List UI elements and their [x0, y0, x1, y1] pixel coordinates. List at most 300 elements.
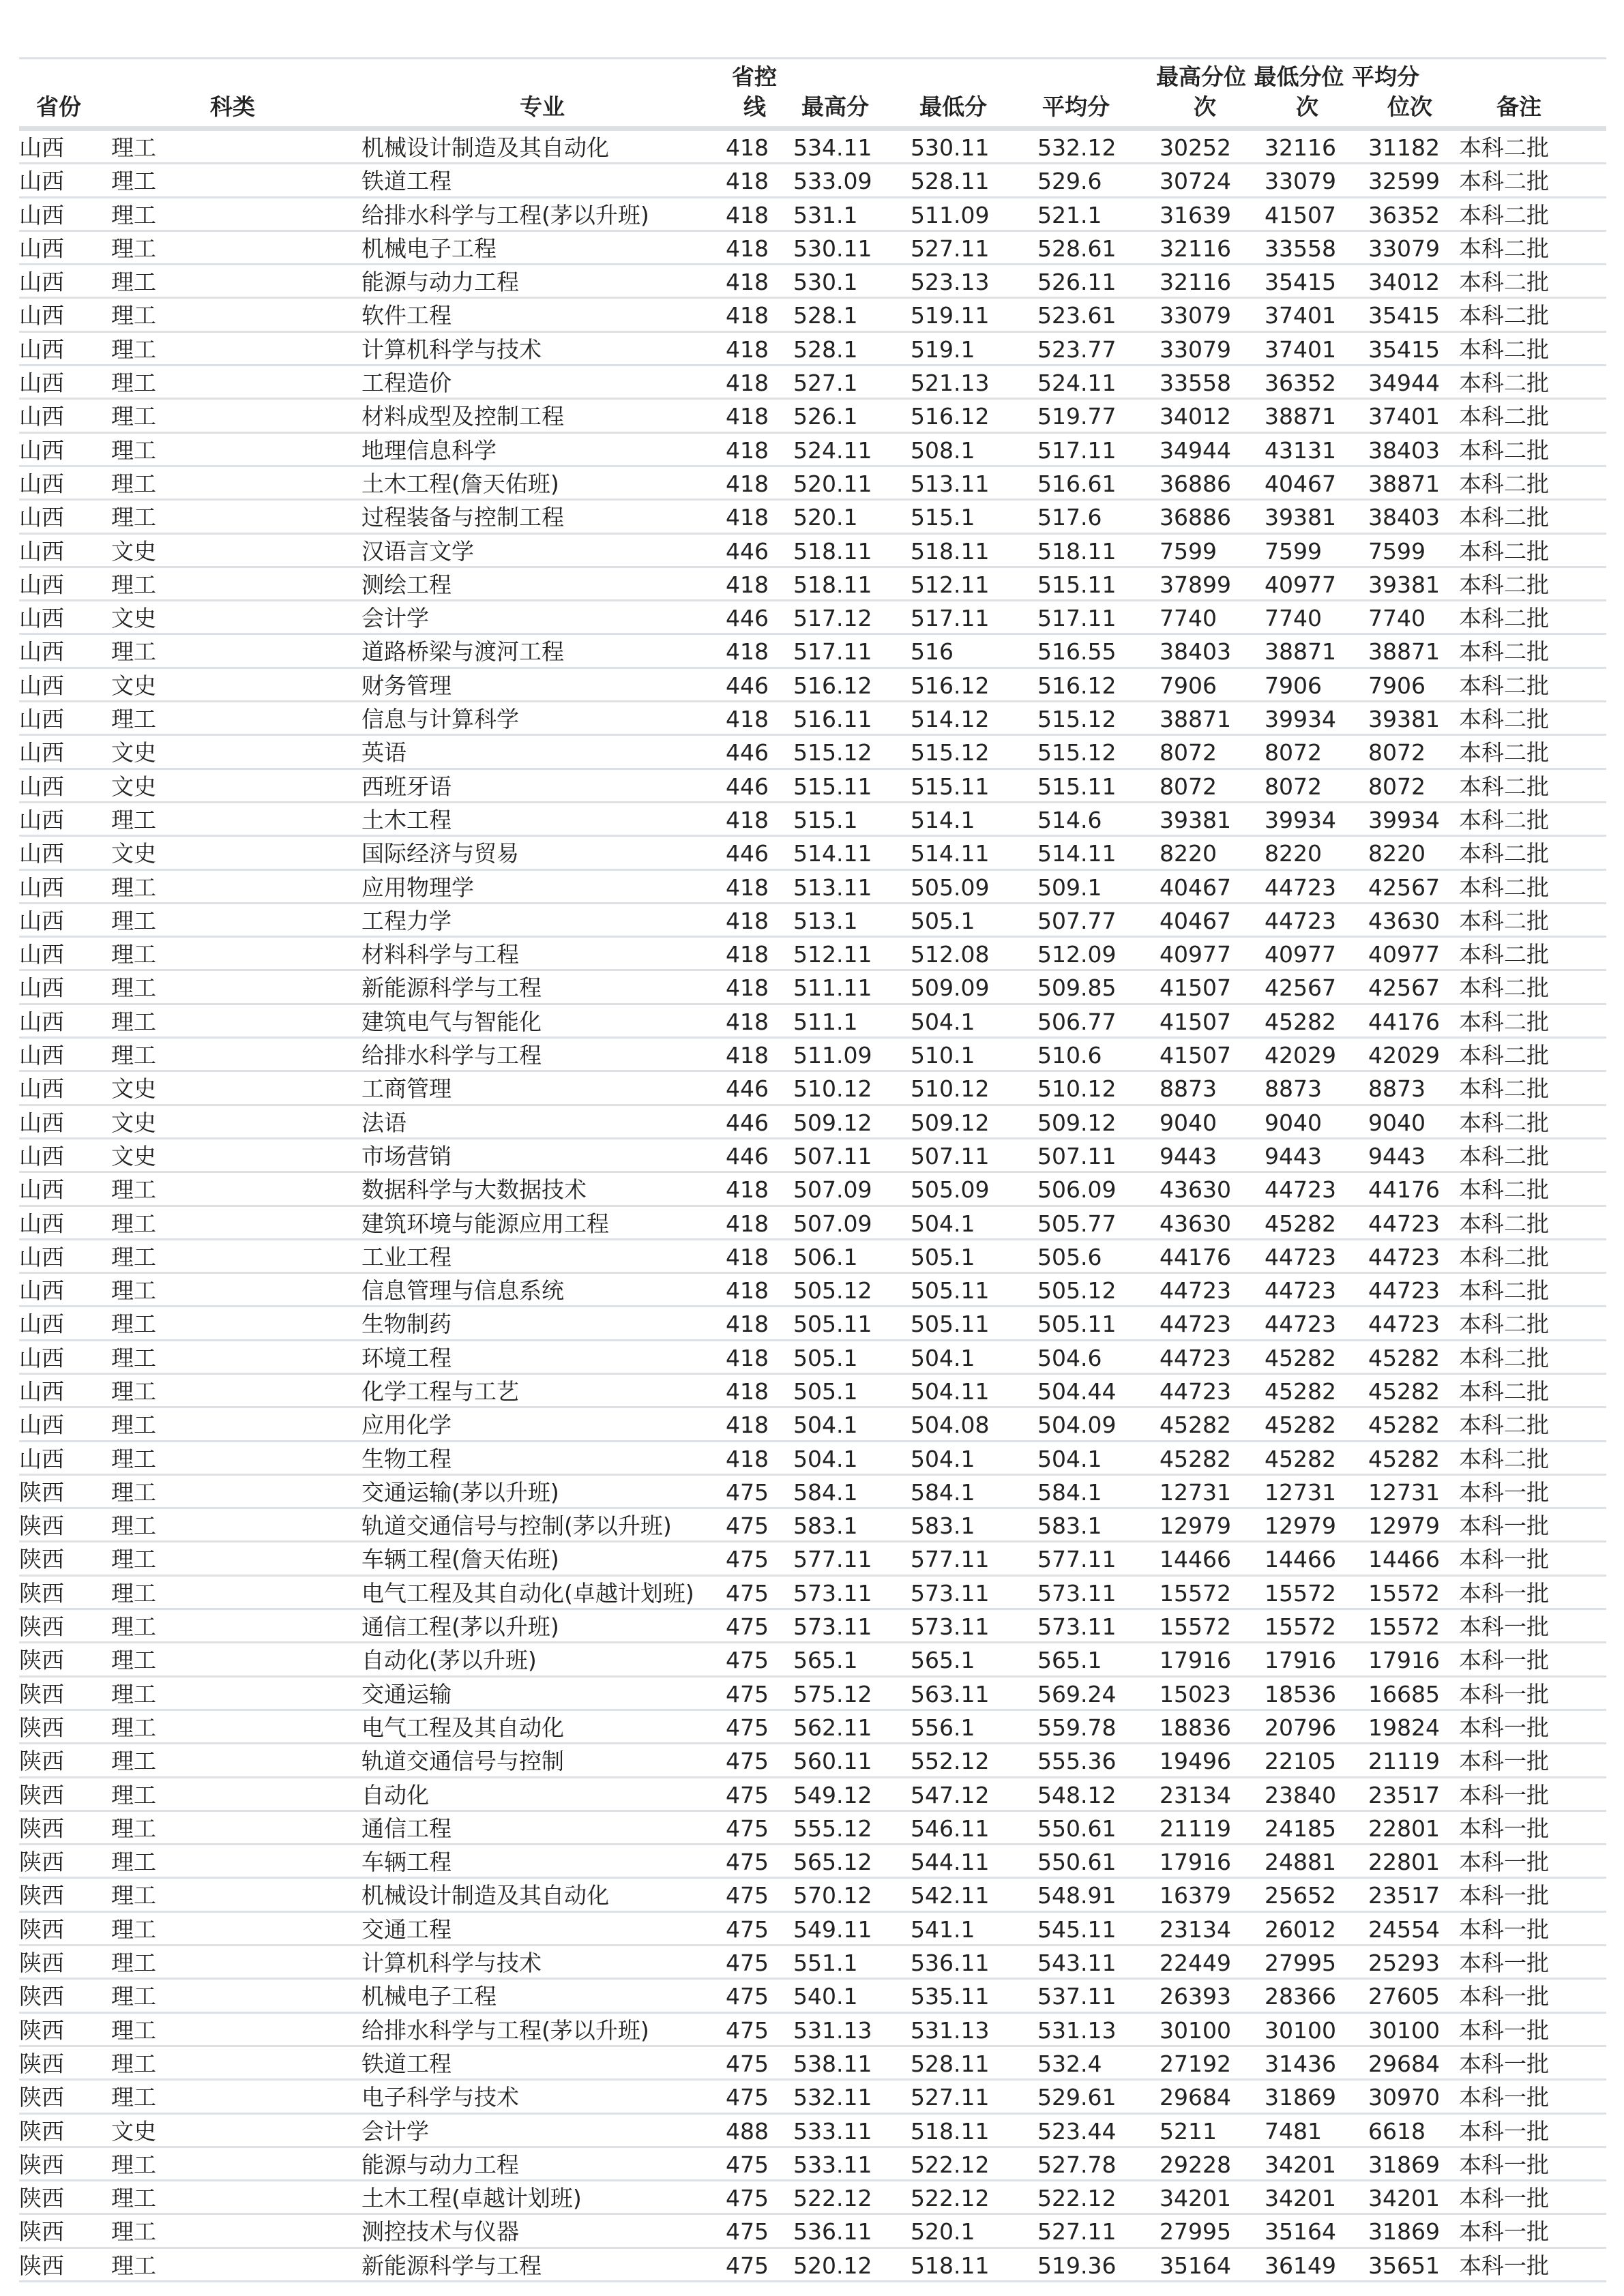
cell-rank-avg: 30100	[1368, 2016, 1440, 2044]
cell-subject: 理工	[111, 1243, 156, 1270]
cell-rank-min: 8220	[1265, 840, 1322, 867]
table-row	[19, 1207, 1606, 1240]
cell-control-line: 446	[726, 1075, 769, 1103]
cell-rank-max: 35164	[1160, 2252, 1231, 2279]
cell-min-score: 584.1	[911, 1478, 975, 1506]
table-row	[19, 1845, 1606, 1879]
cell-avg-score: 545.11	[1037, 1915, 1117, 1943]
cell-note: 本科二批	[1459, 1075, 1549, 1103]
cell-note: 本科二批	[1459, 706, 1549, 733]
cell-rank-avg: 29684	[1368, 2050, 1440, 2077]
cell-rank-max: 34012	[1160, 403, 1231, 430]
cell-control-line: 418	[726, 1008, 769, 1035]
cell-avg-score: 529.61	[1037, 2084, 1117, 2111]
cell-max-score: 577.11	[793, 1546, 872, 1573]
cell-province: 山西	[19, 134, 64, 161]
cell-control-line: 418	[726, 1176, 769, 1204]
cell-subject: 理工	[111, 874, 156, 901]
cell-rank-max: 43630	[1160, 1176, 1231, 1204]
cell-avg-score: 522.12	[1037, 2185, 1117, 2212]
cell-province: 陕西	[19, 2185, 64, 2212]
cell-note: 本科一批	[1459, 2016, 1549, 2044]
table-row	[19, 1476, 1606, 1509]
cell-avg-score: 505.12	[1037, 1277, 1117, 1304]
cell-min-score: 518.11	[911, 2252, 990, 2279]
cell-note: 本科一批	[1459, 2050, 1549, 2077]
cell-province: 山西	[19, 840, 64, 867]
cell-rank-min: 31436	[1265, 2050, 1336, 2077]
cell-rank-min: 7481	[1265, 2117, 1322, 2145]
cell-min-score: 504.11	[911, 1377, 990, 1405]
cell-avg-score: 573.11	[1037, 1613, 1117, 1641]
cell-min-score: 504.1	[911, 1445, 975, 1472]
cell-note: 本科二批	[1459, 1042, 1549, 1069]
cell-max-score: 504.1	[793, 1445, 858, 1472]
cell-rank-min: 8072	[1265, 773, 1322, 800]
cell-rank-max: 16379	[1160, 1882, 1231, 1909]
cell-major: 交通运输(茅以升班)	[361, 1478, 559, 1506]
cell-rank-avg: 31182	[1368, 134, 1440, 161]
cell-avg-score: 528.61	[1037, 235, 1117, 262]
table-row	[19, 131, 1606, 164]
cell-rank-avg: 12731	[1368, 1478, 1440, 1506]
table-row	[19, 1139, 1606, 1173]
cell-rank-avg: 42567	[1368, 874, 1440, 901]
cell-min-score: 512.08	[911, 941, 990, 968]
cell-rank-avg: 12979	[1368, 1512, 1440, 1540]
cell-min-score: 573.11	[911, 1579, 990, 1607]
cell-subject: 文史	[111, 773, 156, 800]
table-row	[19, 601, 1606, 635]
cell-rank-avg: 38871	[1368, 638, 1440, 666]
cell-province: 陕西	[19, 1882, 64, 1909]
cell-subject: 理工	[111, 2252, 156, 2279]
table-row	[19, 2081, 1606, 2114]
table-row	[19, 1946, 1606, 1980]
cell-min-score: 515.12	[911, 739, 990, 766]
cell-min-score: 509.09	[911, 974, 990, 1002]
cell-note: 本科二批	[1459, 605, 1549, 632]
cell-subject: 理工	[111, 1008, 156, 1035]
cell-max-score: 565.12	[793, 1849, 872, 1876]
cell-control-line: 475	[726, 1781, 769, 1808]
cell-max-score: 518.11	[793, 571, 872, 598]
cell-note: 本科一批	[1459, 1815, 1549, 1842]
cell-major: 地理信息科学	[361, 436, 497, 464]
cell-avg-score: 514.6	[1037, 806, 1102, 833]
cell-control-line: 418	[726, 1377, 769, 1405]
cell-avg-score: 519.36	[1037, 2252, 1117, 2279]
cell-province: 山西	[19, 1277, 64, 1304]
cell-note: 本科一批	[1459, 1882, 1549, 1909]
cell-note: 本科一批	[1459, 1748, 1549, 1775]
cell-control-line: 475	[726, 1478, 769, 1506]
cell-max-score: 515.12	[793, 739, 872, 766]
cell-major: 能源与动力工程	[361, 269, 519, 296]
cell-control-line: 475	[726, 2151, 769, 2178]
cell-major: 能源与动力工程	[361, 2151, 519, 2178]
cell-control-line: 418	[726, 436, 769, 464]
cell-max-score: 573.11	[793, 1579, 872, 1607]
cell-major: 材料科学与工程	[361, 941, 519, 968]
cell-avg-score: 555.36	[1037, 1748, 1117, 1775]
cell-rank-max: 34944	[1160, 436, 1231, 464]
cell-min-score: 514.11	[911, 840, 990, 867]
cell-avg-score: 565.1	[1037, 1647, 1102, 1674]
cell-subject: 理工	[111, 974, 156, 1002]
cell-control-line: 418	[726, 638, 769, 666]
cell-min-score: 519.1	[911, 336, 975, 363]
cell-major: 环境工程	[361, 1344, 452, 1371]
cell-min-score: 515.1	[911, 504, 975, 531]
cell-rank-max: 36886	[1160, 504, 1231, 531]
cell-control-line: 418	[726, 470, 769, 497]
cell-major: 化学工程与工艺	[361, 1377, 519, 1405]
cell-subject: 理工	[111, 638, 156, 666]
cell-control-line: 418	[726, 907, 769, 934]
cell-max-score: 527.1	[793, 370, 858, 397]
cell-province: 陕西	[19, 1613, 64, 1641]
cell-rank-min: 37401	[1265, 336, 1336, 363]
cell-max-score: 511.09	[793, 1042, 872, 1069]
cell-control-line: 418	[726, 1311, 769, 1338]
cell-major: 土木工程(詹天佑班)	[361, 470, 559, 497]
cell-rank-min: 44723	[1265, 907, 1336, 934]
header-min-score: 最低分	[919, 93, 987, 120]
cell-major: 铁道工程	[361, 2050, 452, 2077]
cell-province: 陕西	[19, 1647, 64, 1674]
cell-max-score: 530.11	[793, 235, 872, 262]
cell-rank-avg: 44723	[1368, 1311, 1440, 1338]
cell-rank-avg: 44176	[1368, 1176, 1440, 1204]
cell-note: 本科一批	[1459, 1950, 1549, 1977]
cell-major: 工业工程	[361, 1243, 452, 1270]
cell-major: 土木工程	[361, 806, 452, 833]
cell-rank-avg: 8220	[1368, 840, 1426, 867]
cell-rank-avg: 44723	[1368, 1243, 1440, 1270]
cell-min-score: 510.12	[911, 1075, 990, 1103]
cell-max-score: 540.1	[793, 1983, 858, 2010]
cell-rank-min: 39934	[1265, 706, 1336, 733]
cell-note: 本科二批	[1459, 874, 1549, 901]
cell-rank-min: 35164	[1265, 2218, 1336, 2246]
cell-avg-score: 523.77	[1037, 336, 1117, 363]
cell-subject: 理工	[111, 370, 156, 397]
cell-rank-min: 34201	[1265, 2151, 1336, 2178]
cell-rank-avg: 38403	[1368, 504, 1440, 531]
cell-province: 山西	[19, 706, 64, 733]
cell-rank-min: 7599	[1265, 537, 1322, 565]
cell-avg-score: 577.11	[1037, 1546, 1117, 1573]
table-row	[19, 1812, 1606, 1845]
cell-control-line: 475	[726, 2218, 769, 2246]
cell-major: 法语	[361, 1109, 407, 1136]
cell-rank-max: 41507	[1160, 974, 1231, 1002]
cell-avg-score: 506.77	[1037, 1008, 1117, 1035]
cell-rank-max: 40467	[1160, 874, 1231, 901]
cell-major: 给排水科学与工程(茅以升班)	[361, 201, 649, 228]
table-row	[19, 467, 1606, 501]
table-row	[19, 2115, 1606, 2148]
cell-province: 陕西	[19, 1512, 64, 1540]
cell-note: 本科二批	[1459, 1243, 1549, 1270]
table-row	[19, 1678, 1606, 1711]
cell-min-score: 514.12	[911, 706, 990, 733]
cell-avg-score: 509.1	[1037, 874, 1102, 901]
cell-max-score: 516.11	[793, 706, 872, 733]
cell-max-score: 515.11	[793, 773, 872, 800]
cell-control-line: 475	[726, 1950, 769, 1977]
cell-rank-avg: 8072	[1368, 739, 1426, 766]
cell-max-score: 512.11	[793, 941, 872, 968]
cell-control-line: 475	[726, 1748, 769, 1775]
cell-control-line: 446	[726, 537, 769, 565]
table-row	[19, 938, 1606, 971]
cell-subject: 理工	[111, 1915, 156, 1943]
cell-rank-max: 44723	[1160, 1277, 1231, 1304]
cell-subject: 理工	[111, 941, 156, 968]
cell-subject: 理工	[111, 1714, 156, 1741]
cell-rank-avg: 31869	[1368, 2218, 1440, 2246]
cell-min-score: 522.12	[911, 2151, 990, 2178]
cell-rank-max: 7740	[1160, 605, 1217, 632]
cell-rank-avg: 14466	[1368, 1546, 1440, 1573]
header-province: 省份	[36, 93, 81, 120]
cell-avg-score: 510.6	[1037, 1042, 1102, 1069]
cell-rank-avg: 17916	[1368, 1647, 1440, 1674]
cell-max-score: 531.13	[793, 2016, 872, 2044]
table-row	[19, 232, 1606, 265]
cell-control-line: 475	[726, 1849, 769, 1876]
cell-province: 山西	[19, 336, 64, 363]
cell-rank-min: 14466	[1265, 1546, 1336, 1573]
cell-rank-max: 8873	[1160, 1075, 1217, 1103]
cell-avg-score: 532.12	[1037, 134, 1117, 161]
cell-max-score: 532.11	[793, 2084, 872, 2111]
cell-min-score: 547.12	[911, 1781, 990, 1808]
cell-subject: 理工	[111, 2016, 156, 2044]
cell-rank-min: 18536	[1265, 1680, 1336, 1708]
cell-rank-max: 30724	[1160, 168, 1231, 195]
cell-province: 陕西	[19, 2084, 64, 2111]
cell-rank-max: 37899	[1160, 571, 1231, 598]
cell-max-score: 510.12	[793, 1075, 872, 1103]
cell-rank-max: 43630	[1160, 1210, 1231, 1237]
cell-avg-score: 517.6	[1037, 504, 1102, 531]
cell-min-score: 577.11	[911, 1546, 990, 1573]
cell-min-score: 519.11	[911, 302, 990, 329]
cell-control-line: 418	[726, 1445, 769, 1472]
cell-max-score: 551.1	[793, 1950, 858, 1977]
cell-control-line: 446	[726, 672, 769, 699]
cell-control-line: 475	[726, 2016, 769, 2044]
table-row	[19, 702, 1606, 736]
cell-note: 本科二批	[1459, 672, 1549, 699]
cell-rank-min: 35415	[1265, 269, 1336, 296]
cell-rank-avg: 9443	[1368, 1142, 1426, 1169]
cell-subject: 理工	[111, 1412, 156, 1439]
cell-province: 山西	[19, 571, 64, 598]
cell-rank-min: 42029	[1265, 1042, 1336, 1069]
cell-rank-avg: 23517	[1368, 1882, 1440, 1909]
cell-rank-min: 45282	[1265, 1445, 1336, 1472]
cell-max-score: 507.09	[793, 1176, 872, 1204]
cell-major: 市场营销	[361, 1142, 452, 1169]
cell-control-line: 418	[726, 1344, 769, 1371]
cell-rank-max: 7906	[1160, 672, 1217, 699]
cell-rank-avg: 44176	[1368, 1008, 1440, 1035]
cell-note: 本科一批	[1459, 1546, 1549, 1573]
table-row	[19, 1610, 1606, 1643]
cell-rank-avg: 44723	[1368, 1277, 1440, 1304]
cell-subject: 理工	[111, 1176, 156, 1204]
cell-min-score: 511.09	[911, 201, 990, 228]
cell-province: 陕西	[19, 2252, 64, 2279]
cell-rank-avg: 39381	[1368, 571, 1440, 598]
cell-rank-avg: 44723	[1368, 1210, 1440, 1237]
header-rank-max: 次	[1194, 93, 1216, 120]
cell-province: 山西	[19, 1008, 64, 1035]
cell-subject: 理工	[111, 1311, 156, 1338]
cell-province: 山西	[19, 1042, 64, 1069]
cell-rank-max: 41507	[1160, 1008, 1231, 1035]
cell-note: 本科一批	[1459, 1647, 1549, 1674]
cell-max-score: 505.12	[793, 1277, 872, 1304]
cell-major: 测控技术与仪器	[361, 2218, 519, 2246]
cell-subject: 理工	[111, 504, 156, 531]
cell-avg-score: 516.61	[1037, 470, 1117, 497]
cell-min-score: 541.1	[911, 1915, 975, 1943]
cell-major: 电气工程及其自动化(卓越计划班)	[361, 1579, 694, 1607]
table-row	[19, 1913, 1606, 1946]
cell-avg-score: 516.12	[1037, 672, 1117, 699]
cell-subject: 文史	[111, 1142, 156, 1169]
cell-rank-max: 14466	[1160, 1546, 1231, 1573]
cell-rank-avg: 7740	[1368, 605, 1426, 632]
cell-control-line: 418	[726, 302, 769, 329]
cell-note: 本科二批	[1459, 403, 1549, 430]
cell-subject: 理工	[111, 2151, 156, 2178]
cell-control-line: 418	[726, 336, 769, 363]
cell-max-score: 515.1	[793, 806, 858, 833]
cell-min-score: 505.1	[911, 1243, 975, 1270]
table-row	[19, 1778, 1606, 1812]
cell-major: 数据科学与大数据技术	[361, 1176, 587, 1204]
cell-note: 本科二批	[1459, 1344, 1549, 1371]
cell-max-score: 555.12	[793, 1815, 872, 1842]
cell-rank-max: 34201	[1160, 2185, 1231, 2212]
cell-avg-score: 504.09	[1037, 1412, 1117, 1439]
cell-min-score: 520.1	[911, 2218, 975, 2246]
cell-rank-max: 33079	[1160, 302, 1231, 329]
cell-rank-min: 8072	[1265, 739, 1322, 766]
cell-rank-min: 9040	[1265, 1109, 1322, 1136]
cell-avg-score: 504.1	[1037, 1445, 1102, 1472]
cell-province: 山西	[19, 1109, 64, 1136]
cell-province: 山西	[19, 1377, 64, 1405]
table-row	[19, 1577, 1606, 1610]
cell-note: 本科二批	[1459, 235, 1549, 262]
cell-min-score: 516.12	[911, 403, 990, 430]
cell-rank-avg: 21119	[1368, 1748, 1440, 1775]
cell-rank-min: 45282	[1265, 1008, 1336, 1035]
cell-rank-avg: 22801	[1368, 1849, 1440, 1876]
header-control-line1: 省控	[732, 63, 777, 90]
cell-rank-min: 34201	[1265, 2185, 1336, 2212]
cell-province: 山西	[19, 269, 64, 296]
cell-rank-max: 12731	[1160, 1478, 1231, 1506]
cell-note: 本科二批	[1459, 470, 1549, 497]
cell-rank-min: 24881	[1265, 1849, 1336, 1876]
cell-rank-max: 21119	[1160, 1815, 1231, 1842]
cell-note: 本科二批	[1459, 537, 1549, 565]
table-row	[19, 434, 1606, 467]
header-rank-group-line1: 最高分位 最低分位 平均分	[1156, 63, 1419, 90]
cell-avg-score: 505.11	[1037, 1311, 1117, 1338]
cell-avg-score: 514.11	[1037, 840, 1117, 867]
cell-major: 工程造价	[361, 370, 452, 397]
header-rank-min: 次	[1296, 93, 1318, 120]
cell-province: 山西	[19, 739, 64, 766]
table-row	[19, 871, 1606, 904]
cell-rank-max: 40977	[1160, 941, 1231, 968]
cell-rank-min: 12979	[1265, 1512, 1336, 1540]
table-row	[19, 770, 1606, 803]
cell-province: 山西	[19, 672, 64, 699]
cell-rank-min: 22105	[1265, 1748, 1336, 1775]
cell-rank-min: 7906	[1265, 672, 1322, 699]
cell-major: 西班牙语	[361, 773, 452, 800]
cell-rank-avg: 45282	[1368, 1412, 1440, 1439]
cell-rank-min: 45282	[1265, 1344, 1336, 1371]
cell-max-score: 513.1	[793, 907, 858, 934]
cell-max-score: 505.1	[793, 1344, 858, 1371]
cell-control-line: 418	[726, 235, 769, 262]
cell-control-line: 418	[726, 1210, 769, 1237]
cell-avg-score: 537.11	[1037, 1983, 1117, 2010]
cell-control-line: 475	[726, 2185, 769, 2212]
cell-rank-avg: 9040	[1368, 1109, 1426, 1136]
cell-avg-score: 515.12	[1037, 739, 1117, 766]
cell-subject: 理工	[111, 2084, 156, 2111]
cell-subject: 理工	[111, 1647, 156, 1674]
cell-max-score: 504.1	[793, 1412, 858, 1439]
cell-max-score: 505.1	[793, 1377, 858, 1405]
cell-province: 山西	[19, 1142, 64, 1169]
cell-avg-score: 532.4	[1037, 2050, 1102, 2077]
cell-min-score: 583.1	[911, 1512, 975, 1540]
cell-avg-score: 559.78	[1037, 1714, 1117, 1741]
cell-max-score: 538.11	[793, 2050, 872, 2077]
cell-subject: 文史	[111, 672, 156, 699]
cell-rank-avg: 30970	[1368, 2084, 1440, 2111]
cell-note: 本科二批	[1459, 302, 1549, 329]
cell-avg-score: 526.11	[1037, 269, 1117, 296]
cell-major: 计算机科学与技术	[361, 336, 542, 363]
cell-max-score: 509.12	[793, 1109, 872, 1136]
table-row	[19, 837, 1606, 870]
cell-province: 陕西	[19, 1478, 64, 1506]
cell-rank-avg: 43630	[1368, 907, 1440, 934]
cell-rank-avg: 34944	[1368, 370, 1440, 397]
cell-rank-avg: 42567	[1368, 974, 1440, 1002]
cell-avg-score: 573.11	[1037, 1579, 1117, 1607]
cell-major: 机械设计制造及其自动化	[361, 134, 609, 161]
cell-rank-min: 27995	[1265, 1950, 1336, 1977]
cell-province: 山西	[19, 806, 64, 833]
cell-rank-avg: 16685	[1368, 1680, 1440, 1708]
cell-rank-avg: 38871	[1368, 470, 1440, 497]
